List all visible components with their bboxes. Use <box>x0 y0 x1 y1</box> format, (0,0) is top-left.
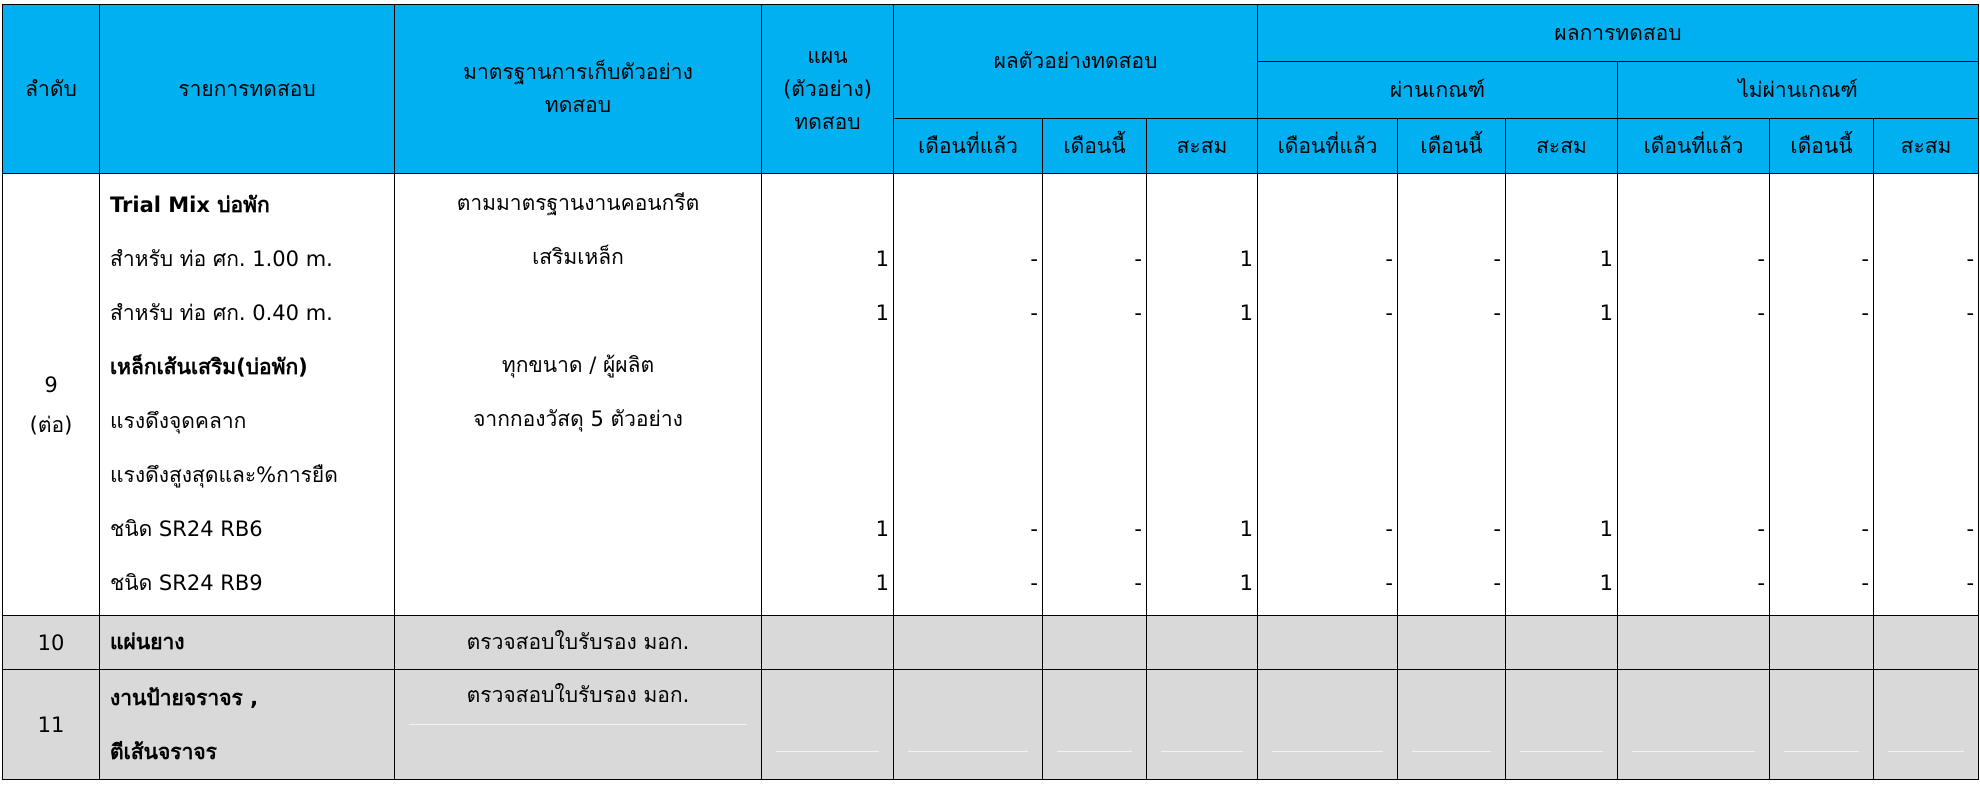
row9-value <box>1770 394 1873 448</box>
row9-item-line: เหล็กเส้นเสริม(บ่อพัก) <box>110 355 308 379</box>
row11-cell <box>1147 670 1258 780</box>
row9-value <box>1770 340 1873 394</box>
row10-cell <box>1398 616 1506 670</box>
row11-cell <box>1506 670 1618 780</box>
row9-value <box>1506 340 1617 394</box>
row10-cell <box>1506 616 1618 670</box>
row9-standard-line: เสริมเหล็ก <box>532 245 624 269</box>
row9-value <box>1506 178 1617 232</box>
header-plan-line2: (ตัวอย่าง) <box>783 76 872 101</box>
row9-value: - <box>1493 301 1501 325</box>
row11-item-line2: ตีเส้นจราจร <box>110 739 217 764</box>
row10-standard: ตรวจสอบใบรับรอง มอก. <box>395 616 762 670</box>
row11-divider <box>908 751 1028 752</box>
row9-value: - <box>1757 517 1765 541</box>
row11-divider <box>1632 751 1755 752</box>
header-sample-results: ผลตัวอย่างทดสอบ <box>894 5 1258 119</box>
row9-value <box>1398 394 1505 448</box>
row11-seq: 11 <box>3 670 100 780</box>
row9-value <box>1874 394 1978 448</box>
row9-value <box>1147 178 1257 232</box>
row11-cell <box>1043 670 1147 780</box>
row9-value <box>1398 448 1505 502</box>
row9-item-line: ชนิด SR24 RB6 <box>110 517 263 541</box>
row9-value <box>1506 448 1617 502</box>
header-pass-this-month: เดือนนี้ <box>1398 119 1506 174</box>
row9-value <box>1043 178 1146 232</box>
row9-value: - <box>1861 301 1869 325</box>
row10-cell <box>894 616 1043 670</box>
row9-sample-cumulative <box>1147 174 1258 616</box>
row9-value: - <box>1861 247 1869 271</box>
row9-value <box>1398 340 1505 394</box>
row9-pass-last-month <box>1258 174 1398 616</box>
header-sample-this-month: เดือนนี้ <box>1043 119 1147 174</box>
row9-value: - <box>1134 571 1142 595</box>
row9-value <box>1618 394 1769 448</box>
row9-seq-line1: 9 <box>44 372 58 397</box>
row9-value <box>894 340 1042 394</box>
row9-value: 1 <box>1239 247 1253 271</box>
row11-divider <box>1888 751 1964 752</box>
row9-value <box>762 394 893 448</box>
row9-value: - <box>1757 571 1765 595</box>
row9-item-line: สำหรับ ท่อ ศก. 0.40 m. <box>110 301 333 325</box>
header-sample-last-month: เดือนที่แล้ว <box>894 119 1043 174</box>
row9-value <box>894 394 1042 448</box>
header-standard <box>395 5 762 174</box>
row11-cell <box>894 670 1043 780</box>
row9-value: 1 <box>875 571 889 595</box>
row11-divider <box>1272 751 1383 752</box>
row9-value <box>1043 340 1146 394</box>
header-item: รายการทดสอบ <box>100 5 395 174</box>
row9-value: 1 <box>875 247 889 271</box>
table-row-10 <box>3 616 1979 670</box>
row9-value: - <box>1385 571 1393 595</box>
row9-value: - <box>1030 301 1038 325</box>
row9-standard-line <box>395 446 761 500</box>
row9-value <box>1874 340 1978 394</box>
row9-standard-line: ทุกขนาด / ผู้ผลิต <box>501 353 655 377</box>
row9-items <box>100 174 395 616</box>
row9-value: 1 <box>1599 301 1613 325</box>
row9-value: - <box>1134 517 1142 541</box>
row9-item-line: แรงดึงจุดคลาก <box>110 409 247 433</box>
row9-value: - <box>1030 247 1038 271</box>
row9-item-line: แรงดึงสูงสุดและ%การยืด <box>110 463 338 487</box>
row9-sample-this-month <box>1043 174 1147 616</box>
row11-divider <box>1784 751 1859 752</box>
row9-value: 1 <box>1239 571 1253 595</box>
row9-seq <box>3 174 100 616</box>
row11-divider <box>1412 751 1491 752</box>
row9-value: 1 <box>1239 517 1253 541</box>
row9-value <box>1258 448 1397 502</box>
row9-fail-cumulative <box>1874 174 1979 616</box>
row9-fail-this-month <box>1770 174 1874 616</box>
row9-value: 1 <box>875 517 889 541</box>
header-standard-line2: ทดสอบ <box>544 93 612 117</box>
header-standard-line1: มาตรฐานการเก็บตัวอย่าง <box>463 60 693 84</box>
row9-value <box>894 178 1042 232</box>
row9-standard-line <box>395 500 761 554</box>
row11-divider <box>776 751 879 752</box>
row9-value: 1 <box>875 301 889 325</box>
row9-pass-cumulative <box>1506 174 1618 616</box>
row9-value: - <box>1966 247 1975 271</box>
row11-divider <box>409 724 747 725</box>
header-pass-last-month: เดือนที่แล้ว <box>1258 119 1398 174</box>
row10-cell <box>1770 616 1874 670</box>
header-fail-cumulative: สะสม <box>1874 119 1979 174</box>
row11-item-line1: งานป้ายจราจร , <box>110 685 259 710</box>
header-test-results: ผลการทดสอบ <box>1258 5 1979 62</box>
row10-cell <box>1258 616 1398 670</box>
row9-fail-last-month <box>1618 174 1770 616</box>
row11-cell <box>1770 670 1874 780</box>
row9-value <box>1258 394 1397 448</box>
header-fail-this-month: เดือนนี้ <box>1770 119 1874 174</box>
row9-value <box>1618 340 1769 394</box>
row9-value <box>1506 394 1617 448</box>
row9-value: 1 <box>1599 247 1613 271</box>
row9-value <box>1770 448 1873 502</box>
row11-cell <box>1874 670 1979 780</box>
header-plan-line1: แผน <box>807 43 848 68</box>
row9-standard-line <box>395 554 761 608</box>
header-sample-cumulative: สะสม <box>1147 119 1258 174</box>
row9-value <box>1043 394 1146 448</box>
row11-standard-text: ตรวจสอบใบรับรอง มอก. <box>466 683 690 707</box>
row9-value: - <box>1385 517 1393 541</box>
row9-value: - <box>1966 571 1975 595</box>
header-pass: ผ่านเกณฑ์ <box>1258 62 1618 119</box>
row9-value <box>1258 340 1397 394</box>
row9-value <box>1398 178 1505 232</box>
row9-pass-this-month <box>1398 174 1506 616</box>
row10-cell <box>1618 616 1770 670</box>
row9-value <box>1770 178 1873 232</box>
row10-item: แผ่นยาง <box>100 616 395 670</box>
row10-cell <box>1147 616 1258 670</box>
row9-value <box>1258 178 1397 232</box>
row10-seq: 10 <box>3 616 100 670</box>
header-pass-cumulative: สะสม <box>1506 119 1618 174</box>
row11-divider <box>1520 751 1603 752</box>
row9-value <box>1147 448 1257 502</box>
row9-standard-line <box>395 284 761 338</box>
row9-item-line: สำหรับ ท่อ ศก. 1.00 m. <box>110 247 333 271</box>
row11-standard <box>395 670 762 780</box>
row9-value: - <box>1134 247 1142 271</box>
header-fail-last-month: เดือนที่แล้ว <box>1618 119 1770 174</box>
row9-value: 1 <box>1599 517 1613 541</box>
row9-value: - <box>1385 301 1393 325</box>
row9-value: - <box>1966 301 1975 325</box>
row9-value: - <box>1966 517 1975 541</box>
row11-cell <box>1258 670 1398 780</box>
row9-value: - <box>1493 571 1501 595</box>
row9-value <box>762 340 893 394</box>
header-plan-line3: ทดสอบ <box>794 109 861 134</box>
row9-value <box>894 448 1042 502</box>
row10-cell <box>1874 616 1979 670</box>
row9-item-line: Trial Mix บ่อพัก <box>110 193 270 217</box>
row9-standard-line: ตามมาตรฐานงานคอนกรีต <box>456 191 700 215</box>
row9-item-line: ชนิด SR24 RB9 <box>110 571 263 595</box>
row11-divider <box>1057 751 1132 752</box>
row10-plan <box>762 616 894 670</box>
row9-value: - <box>1030 571 1038 595</box>
row9-value: - <box>1757 247 1765 271</box>
table-row-9 <box>3 174 1979 616</box>
row9-value: - <box>1861 517 1869 541</box>
row9-standard-line: จากกองวัสดุ 5 ตัวอย่าง <box>473 407 683 431</box>
row9-value <box>1874 448 1978 502</box>
row9-plan <box>762 174 894 616</box>
header-plan <box>762 5 894 174</box>
row10-cell <box>1043 616 1147 670</box>
row9-value <box>1618 448 1769 502</box>
row9-value <box>1043 448 1146 502</box>
row9-value: - <box>1757 301 1765 325</box>
row11-divider <box>1161 751 1243 752</box>
row9-value: - <box>1134 301 1142 325</box>
row9-value: - <box>1385 247 1393 271</box>
row9-value: - <box>1861 571 1869 595</box>
table-row-11 <box>3 670 1979 780</box>
row9-seq-line2: (ต่อ) <box>29 412 73 437</box>
row11-cell <box>1618 670 1770 780</box>
row9-value <box>762 178 893 232</box>
test-results-table <box>2 4 1979 780</box>
header-seq: ลำดับ <box>3 5 100 174</box>
row9-value: - <box>1030 517 1038 541</box>
row9-value: 1 <box>1599 571 1613 595</box>
row9-value <box>1147 340 1257 394</box>
row9-value <box>762 448 893 502</box>
row11-cell <box>1398 670 1506 780</box>
row9-sample-last-month <box>894 174 1043 616</box>
row9-standards <box>395 174 762 616</box>
row9-value: - <box>1493 247 1501 271</box>
row11-item <box>100 670 395 780</box>
header-fail: ไม่ผ่านเกณฑ์ <box>1618 62 1979 119</box>
row9-value <box>1618 178 1769 232</box>
row11-plan <box>762 670 894 780</box>
row9-value <box>1874 178 1978 232</box>
row9-value <box>1147 394 1257 448</box>
row9-value: 1 <box>1239 301 1253 325</box>
row9-value: - <box>1493 517 1501 541</box>
